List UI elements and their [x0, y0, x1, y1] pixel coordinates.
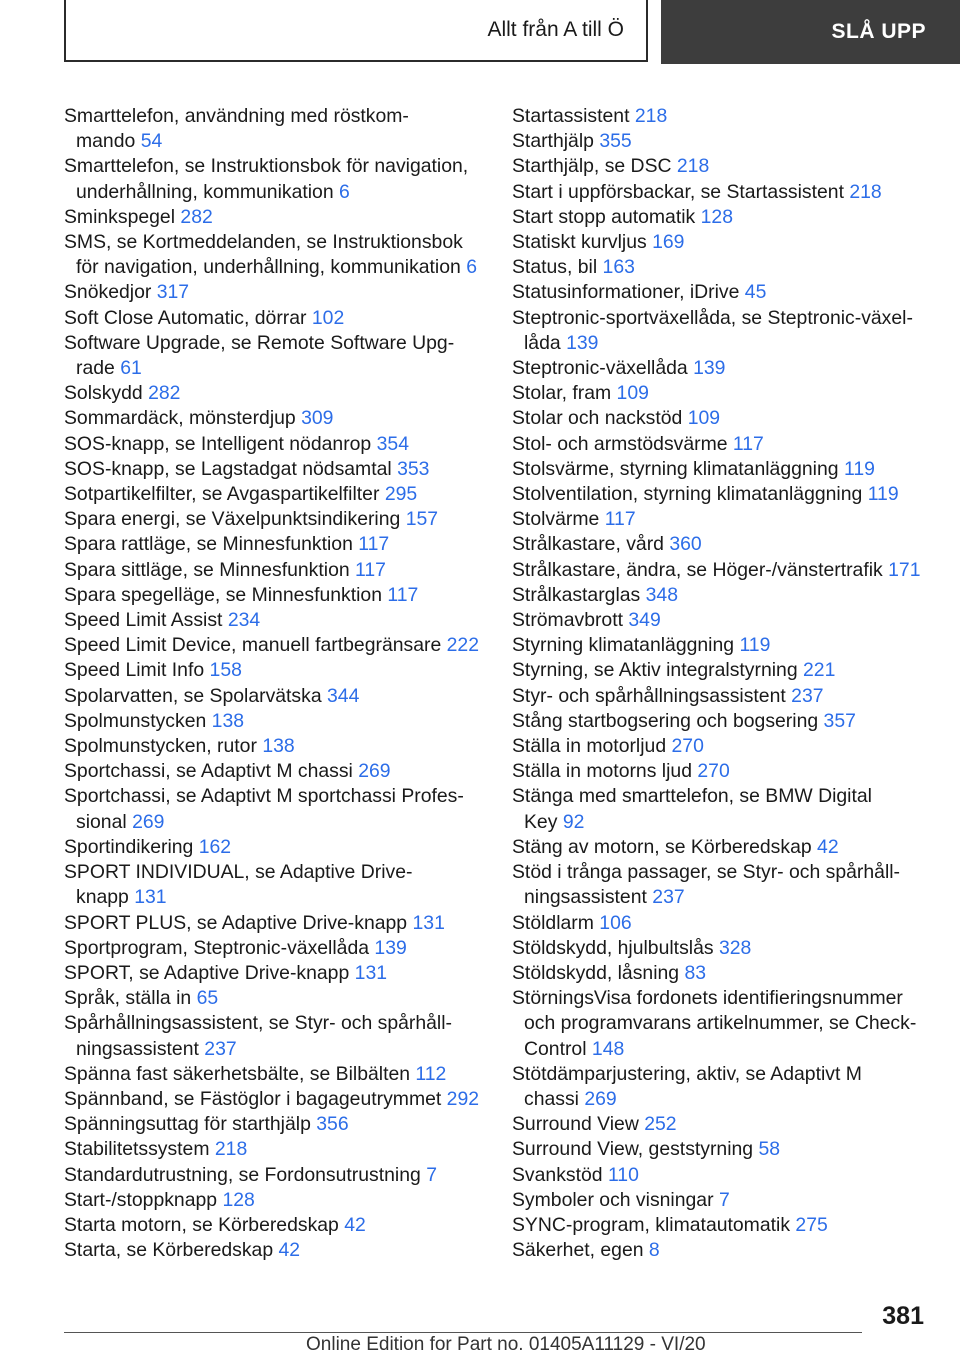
- index-entry-text: StörningsVisa fordonets identifieringsnummer: [512, 987, 903, 1010]
- index-entry: [64, 1238, 484, 1263]
- index-entry-text: Spara sittläge, se Minnesfunktion: [64, 558, 350, 581]
- page-reference-link[interactable]: 7: [426, 1163, 437, 1186]
- page-reference-link[interactable]: 131: [354, 961, 388, 984]
- index-entry-text: Stäng av motorn, se Körberedskap: [512, 835, 812, 858]
- page-reference-link[interactable]: 360: [669, 533, 702, 556]
- index-entry-text: Strömavbrott: [512, 609, 623, 632]
- index-entry: [512, 406, 922, 431]
- index-entry-text: SPORT PLUS, se Adaptive Drive-knapp: [64, 911, 408, 934]
- page-reference-link[interactable]: 237: [652, 886, 685, 909]
- index-entry-text: Sportindikering: [64, 835, 194, 858]
- index-entry: [64, 860, 484, 910]
- page-number: 381: [882, 1302, 924, 1330]
- tab-a-to-z-label: Allt från A till Ö: [487, 18, 624, 41]
- page-reference-link[interactable]: 117: [604, 508, 636, 531]
- index-entry: [512, 734, 922, 759]
- tab-look-up[interactable]: [661, 0, 960, 64]
- index-entry: [64, 633, 484, 658]
- index-entry: [64, 154, 484, 204]
- index-entry-text: Stöldskydd, hjulbultslås: [512, 936, 714, 959]
- index-entry-text: Sportprogram, Steptronic-växellåda: [64, 936, 370, 959]
- index-entry-text: Stolvärme: [512, 508, 600, 531]
- page-reference-link[interactable]: 102: [311, 306, 345, 329]
- page-reference-link[interactable]: 282: [148, 382, 181, 405]
- index-entry: [64, 583, 484, 608]
- page-reference-link[interactable]: 270: [671, 735, 704, 758]
- page-reference-link[interactable]: 218: [849, 180, 882, 203]
- index-entry: [64, 961, 484, 986]
- index-entry: [512, 961, 922, 986]
- page-reference-link[interactable]: 269: [132, 810, 165, 833]
- index-entry-text: Startassistent: [512, 105, 630, 127]
- page-reference-link[interactable]: 117: [355, 558, 386, 581]
- index-entry: [512, 457, 922, 482]
- page-reference-link[interactable]: 237: [791, 684, 824, 707]
- index-entry: [64, 381, 484, 406]
- index-entry-text: Speed Limit Info: [64, 659, 205, 682]
- page-reference-link[interactable]: 110: [607, 1163, 639, 1186]
- index-entry: [64, 104, 484, 154]
- index-entry-text: Stöd i trånga passager, se Styr- och spårhåll-: [512, 861, 901, 884]
- index-entry: [64, 558, 484, 583]
- index-entry-text: Steptronic-sportväxellåda, se Steptronic-växel-: [512, 306, 913, 329]
- index-entry-text: Stolar, fram: [512, 382, 612, 405]
- index-entry: [512, 608, 922, 633]
- page-reference-link[interactable]: 139: [374, 936, 407, 959]
- index-entry: [512, 230, 922, 255]
- page-reference-link[interactable]: 128: [700, 205, 733, 228]
- page-reference-link[interactable]: 42: [817, 835, 839, 858]
- index-entry-text: Spara spegelläge, se Minnesfunktion: [64, 583, 382, 606]
- index-entry-text: Styrning klimatanläggning: [512, 634, 735, 657]
- index-entry-text: Spänningsuttag för starthjälp: [64, 1113, 311, 1136]
- index-entry-text: Statusinformationer, iDrive: [512, 281, 740, 304]
- index-entry-text: Stänga med smarttelefon, se BMW Digital: [512, 785, 872, 808]
- page-reference-link[interactable]: 162: [198, 835, 232, 858]
- index-entry-text: Steptronic-växellåda: [512, 357, 688, 380]
- index-entry-text: Stöldlarm: [512, 911, 594, 934]
- index-entry-text: Control: [524, 1037, 587, 1060]
- index-entry: [64, 331, 484, 381]
- index-entry-text: Sportchassi, se Adaptivt M sportchassi Profes-: [64, 785, 464, 808]
- page-reference-link[interactable]: 218: [214, 1138, 248, 1161]
- index-entry: [512, 1238, 922, 1263]
- index-entry-text: Symboler och visningar: [512, 1188, 714, 1211]
- index-column-left: [64, 104, 484, 1263]
- index-entry-text: Språk, ställa in: [64, 987, 192, 1010]
- index-entry: [64, 1188, 484, 1213]
- index-entry-text: Ställa in motorljud: [512, 735, 667, 758]
- index-entry-text: chassi: [524, 1087, 579, 1110]
- page-reference-link[interactable]: 269: [358, 760, 391, 783]
- index-entry: [64, 986, 484, 1011]
- page-reference-link[interactable]: 92: [562, 810, 585, 833]
- page-reference-link[interactable]: 275: [795, 1213, 828, 1236]
- page-reference-link[interactable]: 317: [156, 281, 190, 304]
- index-entry-text: Strålkastarglas: [512, 583, 641, 606]
- page-reference-link[interactable]: 353: [397, 457, 430, 480]
- index-entry: [64, 280, 484, 305]
- index-entry-text: ningsassistent: [76, 1037, 199, 1060]
- index-entry: [512, 482, 922, 507]
- page-reference-link[interactable]: 237: [204, 1037, 237, 1060]
- index-entry: [64, 709, 484, 734]
- index-entry-text: Standardutrustning, se Fordonsutrustning: [64, 1163, 421, 1186]
- page-reference-link[interactable]: 355: [599, 130, 632, 153]
- index-entry: [512, 1062, 922, 1112]
- footer-divider: [64, 1332, 862, 1333]
- page-reference-link[interactable]: 348: [645, 583, 678, 606]
- page-reference-link[interactable]: 128: [222, 1188, 255, 1211]
- index-entry: [512, 381, 922, 406]
- index-entry: [64, 1011, 484, 1061]
- index-entry: [512, 835, 922, 860]
- page-reference-link[interactable]: 218: [634, 105, 668, 127]
- index-entry-text: Styrning, se Aktiv integralstyrning: [512, 659, 798, 682]
- index-entry: [512, 860, 922, 910]
- index-entry: [512, 356, 922, 381]
- page-reference-link[interactable]: 45: [744, 281, 767, 304]
- index-entry: [512, 205, 922, 230]
- tab-a-to-z[interactable]: [64, 0, 648, 62]
- page-reference-link[interactable]: 139: [566, 331, 599, 354]
- page-reference-link[interactable]: 171: [888, 558, 921, 581]
- index-entry-text: Speed Limit Device, manuell fartbegränsare: [64, 634, 442, 657]
- page-reference-link[interactable]: 131: [134, 886, 167, 909]
- index-entry-text: Surround View: [512, 1113, 639, 1136]
- index-entry-text: Sportchassi, se Adaptivt M chassi: [64, 760, 353, 783]
- page-reference-link[interactable]: 109: [616, 382, 649, 405]
- index-entry-text: Spännband, se Fästöglor i bagageutrymmet: [64, 1087, 442, 1110]
- index-entry-text: Smarttelefon, se Instruktionsbok för navigation,: [64, 155, 469, 178]
- index-entry-text: Surround View, geststyrning: [512, 1138, 754, 1161]
- footer-edition-text: Online Edition for Part no. 01405A11129 - VI/20: [306, 1334, 706, 1355]
- index-entry-text: Spårhållningsassistent, se Styr- och spårhåll-: [64, 1012, 452, 1035]
- index-entry: [512, 558, 922, 583]
- index-entry: [512, 432, 922, 457]
- page-reference-link[interactable]: 42: [278, 1239, 301, 1262]
- index-entry-text: SPORT INDIVIDUAL, se Adaptive Drive-: [64, 861, 413, 884]
- page-reference-link[interactable]: 270: [697, 760, 730, 783]
- page-reference-link[interactable]: 112: [415, 1062, 447, 1085]
- index-entry: [512, 1163, 922, 1188]
- index-entry-text: ningsassistent: [524, 886, 647, 909]
- index-entry: [64, 205, 484, 230]
- index-entry-text: Start stopp automatik: [512, 205, 696, 228]
- page-reference-link[interactable]: 131: [412, 911, 445, 934]
- index-entry: [64, 759, 484, 784]
- page-reference-link[interactable]: 163: [602, 256, 635, 279]
- page-reference-link[interactable]: 42: [344, 1213, 366, 1236]
- page-reference-link[interactable]: 83: [684, 961, 707, 984]
- page-reference-link[interactable]: 158: [209, 659, 242, 682]
- page-reference-link[interactable]: 119: [843, 457, 875, 480]
- page-reference-link[interactable]: 309: [301, 407, 334, 430]
- index-entry: [512, 583, 922, 608]
- page-reference-link[interactable]: 282: [180, 205, 213, 228]
- index-entry: [64, 658, 484, 683]
- index-entry: [512, 936, 922, 961]
- index-entry-text: Spolarvatten, se Spolarvätska: [64, 684, 322, 707]
- index-entry: [512, 684, 922, 709]
- page-reference-link[interactable]: 169: [652, 231, 685, 254]
- index-entry-text: Ställa in motorns ljud: [512, 760, 692, 783]
- index-entry: [512, 180, 922, 205]
- index-entry: [64, 1062, 484, 1087]
- page-reference-link[interactable]: 138: [262, 735, 295, 758]
- page-reference-link[interactable]: 234: [227, 609, 261, 632]
- index-entry: [512, 658, 922, 683]
- index-entry-text: Solskydd: [64, 382, 143, 405]
- index-entry-text: Stabilitetssystem: [64, 1138, 210, 1161]
- index-entry-text: SOS-knapp, se Intelligent nödanrop: [64, 432, 372, 455]
- index-entry-text: Strålkastare, vård: [512, 533, 664, 556]
- page-reference-link[interactable]: 58: [758, 1138, 781, 1161]
- index-entry-text: och programvarans artikelnummer, se Check-: [524, 1012, 917, 1035]
- page-reference-link[interactable]: 54: [140, 130, 163, 153]
- page-reference-link[interactable]: 148: [591, 1037, 625, 1060]
- page-reference-link[interactable]: 119: [867, 483, 899, 506]
- index-entry: [512, 1188, 922, 1213]
- page-reference-link[interactable]: 357: [823, 709, 856, 732]
- index-entry-text: Starta motorn, se Körberedskap: [64, 1213, 339, 1236]
- index-entry: [64, 936, 484, 961]
- page-reference-link[interactable]: 295: [384, 483, 418, 506]
- index-entry: [64, 784, 484, 834]
- index-entry: [512, 306, 922, 356]
- page-reference-link[interactable]: 7: [718, 1188, 730, 1211]
- footer-edition: [306, 1334, 706, 1356]
- index-entry-text: Spolmunstycken, rutor: [64, 735, 257, 758]
- index-entry: [512, 104, 922, 129]
- index-entry-text: Stolar och nackstöd: [512, 407, 683, 430]
- index-entry: [512, 911, 922, 936]
- index-entry: [512, 986, 922, 1062]
- index-entry: [64, 835, 484, 860]
- index-entry-text: Speed Limit Assist: [64, 609, 223, 632]
- index-column-right: [512, 104, 922, 1263]
- index-entry: [512, 784, 922, 834]
- page-reference-link[interactable]: 106: [599, 911, 632, 934]
- index-entry: [64, 306, 484, 331]
- index-entry-text: Sotpartikelfilter, se Avgaspartikelfilter: [64, 483, 380, 506]
- page-reference-link[interactable]: 218: [676, 155, 710, 178]
- index-entry-text: Starthjälp, se DSC: [512, 155, 672, 178]
- index-entry-text: Stöldskydd, låsning: [512, 961, 680, 984]
- page-reference-link[interactable]: 117: [358, 533, 390, 556]
- page-reference-link[interactable]: 356: [316, 1113, 349, 1136]
- index-entry: [512, 759, 922, 784]
- index-entry: [64, 1087, 484, 1112]
- index-entry-text: mando: [76, 130, 136, 153]
- index-entry: [64, 482, 484, 507]
- index-entry: [64, 432, 484, 457]
- index-entry-text: Spolmunstycken: [64, 709, 207, 732]
- page-reference-link[interactable]: 349: [628, 609, 661, 632]
- page-reference-link[interactable]: 344: [327, 684, 360, 707]
- index-entry-text: Spara energi, se Växelpunktsindikering: [64, 508, 401, 531]
- index-entry: [512, 633, 922, 658]
- page-reference-link[interactable]: 8: [648, 1239, 660, 1262]
- index-entry-text: Spara rattläge, se Minnesfunktion: [64, 533, 353, 556]
- index-entry-text: Smarttelefon, användning med röstkom-: [64, 105, 409, 127]
- page-reference-link[interactable]: 119: [739, 634, 771, 657]
- index-entry: [512, 255, 922, 280]
- index-entry: [64, 1137, 484, 1162]
- index-entry: [64, 911, 484, 936]
- index-entry-text: Starthjälp: [512, 130, 594, 153]
- index-entry: [512, 129, 922, 154]
- index-entry-text: för navigation, underhållning, kommunikation: [76, 256, 461, 279]
- page-reference-link[interactable]: 252: [644, 1113, 677, 1136]
- index-entry-text: Stolsvärme, styrning klimatanläggning: [512, 457, 839, 480]
- index-entry-text: Sommardäck, mönsterdjup: [64, 407, 296, 430]
- index-entry-text: Starta, se Körberedskap: [64, 1239, 274, 1262]
- page-reference-link[interactable]: 61: [120, 357, 142, 380]
- index-entry-text: underhållning, kommunikation: [76, 180, 334, 203]
- index-entry-text: Styr- och spårhållningsassistent: [512, 684, 786, 707]
- index-entry-text: Start i uppförsbackar, se Startassistent: [512, 180, 844, 203]
- index-entry-text: Strålkastare, ändra, se Höger-/vänstertrafik: [512, 558, 883, 581]
- page-reference-link[interactable]: 117: [732, 432, 764, 455]
- index-entry-text: Stol- och armstödsvärme: [512, 432, 728, 455]
- page-reference-link[interactable]: 6: [466, 256, 477, 279]
- index-entry: [512, 532, 922, 557]
- index-entry-text: Sminkspegel: [64, 205, 176, 228]
- index-entry-text: knapp: [76, 886, 129, 909]
- page-reference-link[interactable]: 6: [339, 180, 350, 203]
- index-entry-text: Svankstöd: [512, 1163, 603, 1186]
- index-entry: [64, 1213, 484, 1238]
- page-reference-link[interactable]: 65: [196, 987, 219, 1010]
- index-entry-text: Spänna fast säkerhetsbälte, se Bilbälten: [64, 1062, 411, 1085]
- index-entry: [64, 507, 484, 532]
- index-entry-text: rade: [76, 357, 115, 380]
- index-entry-text: Stång startbogsering och bogsering: [512, 709, 819, 732]
- page-reference-link[interactable]: 221: [803, 659, 836, 682]
- page-reference-link[interactable]: 292: [446, 1087, 480, 1110]
- index-entry-text: sional: [76, 810, 127, 833]
- tab-look-up-label: SLÅ UPP: [831, 20, 926, 43]
- page-reference-link[interactable]: 222: [446, 634, 479, 657]
- index-entry-text: SMS, se Kortmeddelanden, se Instruktionsbok: [64, 231, 463, 254]
- page-reference-link[interactable]: 157: [405, 508, 439, 531]
- index-entry: [64, 532, 484, 557]
- index-entry-text: Säkerhet, egen: [512, 1239, 644, 1262]
- page-reference-link[interactable]: 138: [211, 709, 245, 732]
- page-reference-link[interactable]: 354: [376, 432, 409, 455]
- index-entry-text: låda: [524, 331, 561, 354]
- index-entry: [64, 230, 484, 280]
- index-entry: [512, 1137, 922, 1162]
- page-reference-link[interactable]: 328: [718, 936, 752, 959]
- index-entry: [64, 406, 484, 431]
- index-entry-text: Soft Close Automatic, dörrar: [64, 306, 307, 329]
- index-entry: [512, 1112, 922, 1137]
- index-entry: [512, 280, 922, 305]
- index-entry: [64, 1163, 484, 1188]
- index-entry: [512, 1213, 922, 1238]
- index-entry-text: SYNC-program, klimatautomatik: [512, 1213, 791, 1236]
- page-reference-link[interactable]: 117: [387, 583, 419, 606]
- index-entry-text: Snökedjor: [64, 281, 152, 304]
- index-entry: [64, 1112, 484, 1137]
- index-entry: [64, 684, 484, 709]
- index-entry-text: Status, bil: [512, 256, 598, 279]
- index-entry-text: Stötdämparjustering, aktiv, se Adaptivt M: [512, 1062, 862, 1085]
- index-entry: [64, 608, 484, 633]
- index-entry: [64, 457, 484, 482]
- index-entry: [512, 154, 922, 179]
- index-entry-text: Key: [524, 810, 558, 833]
- index-entry: [512, 709, 922, 734]
- index-entry-text: Software Upgrade, se Remote Software Upg-: [64, 331, 455, 354]
- index-entry-text: Statiskt kurvljus: [512, 231, 647, 254]
- page-reference-link[interactable]: 139: [693, 357, 726, 380]
- index-entry-text: Start-/stoppknapp: [64, 1188, 218, 1211]
- index-entry-text: SPORT, se Adaptive Drive-knapp: [64, 961, 350, 984]
- page-reference-link[interactable]: 109: [687, 407, 721, 430]
- index-entry: [64, 734, 484, 759]
- page-reference-link[interactable]: 269: [584, 1087, 617, 1110]
- index-entry: [512, 507, 922, 532]
- index-entry-text: SOS-knapp, se Lagstadgat nödsamtal: [64, 457, 392, 480]
- index-entry-text: Stolventilation, styrning klimatanläggning: [512, 483, 863, 506]
- page-header: [64, 0, 960, 64]
